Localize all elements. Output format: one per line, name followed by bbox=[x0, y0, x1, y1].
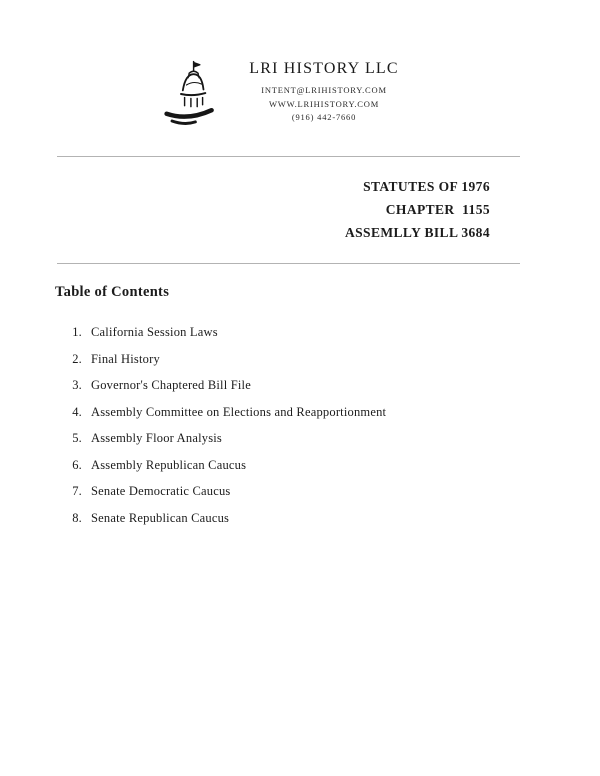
divider-top bbox=[57, 156, 520, 157]
statute-reference bbox=[0, 179, 600, 241]
toc-item bbox=[68, 405, 600, 420]
toc-item bbox=[68, 511, 600, 526]
capitol-sketch-logo-icon bbox=[161, 58, 219, 130]
toc-item bbox=[68, 352, 600, 367]
chapter-line: CHAPTER 1155 bbox=[385, 202, 490, 217]
toc-item bbox=[68, 484, 600, 499]
divider-bottom bbox=[57, 263, 520, 264]
toc-item bbox=[68, 431, 600, 446]
toc-item bbox=[68, 378, 600, 393]
toc-item-label: Senate Republican Caucus bbox=[91, 510, 230, 525]
toc-item-label: Assembly Floor Analysis bbox=[91, 431, 222, 445]
toc-item-label: Senate Democratic Caucus bbox=[91, 484, 231, 498]
toc-item-label: Governor's Chaptered Bill File bbox=[91, 378, 251, 392]
toc-title: Table of Contents bbox=[55, 284, 170, 300]
toc-item bbox=[68, 325, 600, 340]
toc-item-number: 1. bbox=[72, 325, 82, 339]
letterhead-text bbox=[249, 61, 399, 127]
company-name: LRI HISTORY LLC bbox=[249, 60, 399, 78]
toc-item-number: 4. bbox=[72, 404, 82, 419]
toc-item-number: 3. bbox=[72, 378, 82, 392]
statutes-line: STATUTES OF 1976 bbox=[363, 179, 490, 194]
toc-item-label: California Session Laws bbox=[91, 325, 218, 339]
toc-item-label: Assembly Committee on Elections and Reapportionment bbox=[91, 404, 387, 419]
toc-item bbox=[68, 458, 600, 473]
toc-item-number: 7. bbox=[72, 484, 82, 498]
toc-item-number: 5. bbox=[72, 431, 82, 445]
toc-item-number: 8. bbox=[72, 510, 82, 525]
toc-item-label: Final History bbox=[91, 351, 160, 366]
toc-item-number: 2. bbox=[72, 351, 82, 366]
bill-line: ASSEMLLY BILL 3684 bbox=[344, 225, 490, 240]
toc-list bbox=[0, 325, 600, 526]
phone-text: (916) 442-7660 bbox=[291, 112, 357, 123]
website-text: WWW.LRIHISTORY.COM bbox=[268, 98, 380, 109]
toc-item-number: 6. bbox=[72, 457, 82, 472]
toc-item-label: Assembly Republican Caucus bbox=[91, 457, 247, 472]
email-text: INTENT@LRIHISTORY.COM bbox=[261, 85, 387, 96]
letterhead bbox=[0, 0, 600, 130]
